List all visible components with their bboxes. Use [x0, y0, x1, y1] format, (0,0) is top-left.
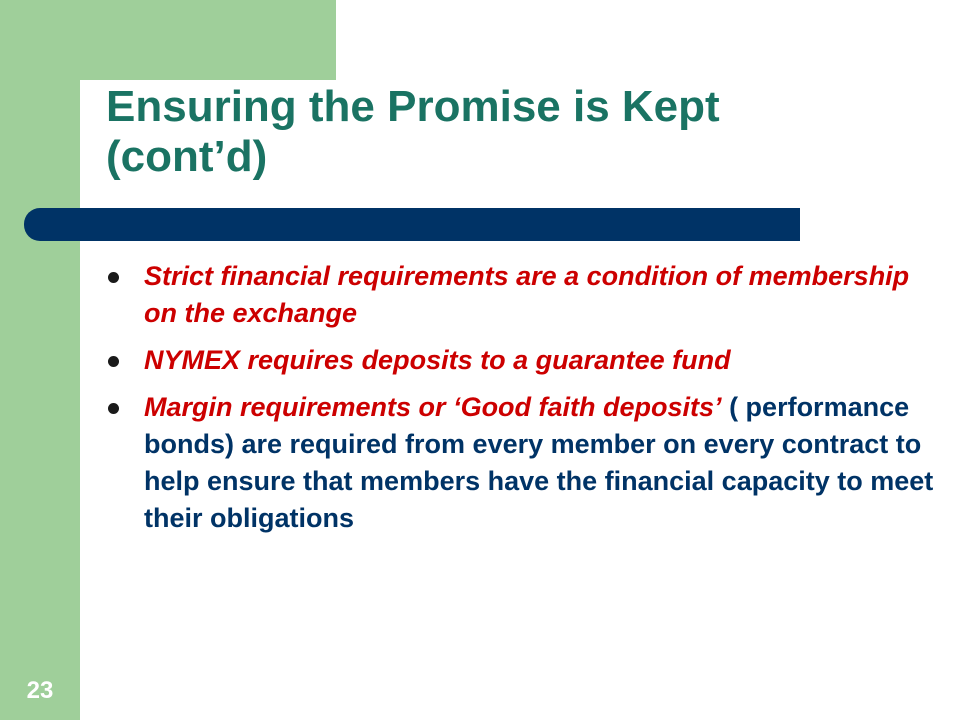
bullet-item	[106, 258, 936, 332]
bullet-item	[106, 342, 936, 379]
bullet-dot-icon	[108, 272, 119, 283]
title-underline-bar	[24, 208, 800, 241]
bullet-highlight-text: Margin requirements or ‘Good faith deposits’	[144, 392, 722, 422]
left-accent-band	[0, 0, 80, 720]
bullet-item	[106, 389, 936, 537]
slide-number: 23	[26, 677, 54, 704]
slide-title-line-2: (cont’d)	[106, 132, 268, 181]
bullet-highlight-text: Strict financial requirements are a condition of membership on the exchange	[144, 261, 910, 328]
bullet-dot-icon	[108, 356, 119, 367]
top-accent-band	[0, 0, 336, 80]
bullet-highlight-text: NYMEX requires deposits to a guarantee fund	[144, 345, 731, 375]
bullet-body-text: ( performance bonds) are required from every member on every contract to help ensure that members have the financial capacity to meet their obligations	[144, 392, 934, 533]
bullet-list	[106, 258, 936, 547]
bullet-dot-icon	[108, 403, 119, 414]
slide-title	[106, 82, 926, 182]
slide-title-line-1: Ensuring the Promise is Kept	[106, 82, 720, 131]
